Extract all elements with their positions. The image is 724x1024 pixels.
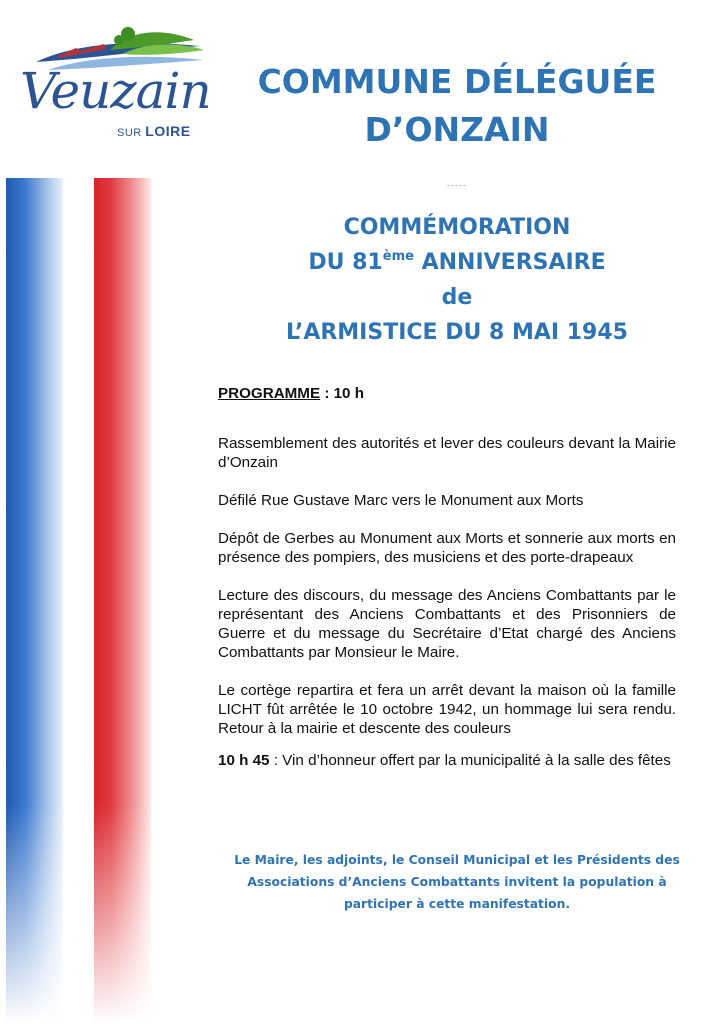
program-item: Défilé Rue Gustave Marc vers le Monument aux Morts [218,492,584,509]
program-item: Lecture des discours, du message des Anciens Combattants par le représentant des Anciens Combattants et des Prisonniers de Guerre et du message du Secrétaire d’Etat chargé des Anciens Combattants par Monsieur le Maire. [218,587,676,661]
program-body [218,384,676,770]
event-line-2-sup: ème [382,249,414,264]
logo-sub-prefix: SUR [117,127,142,139]
title-line-1: COMMUNE DÉLÉGUÉE [257,62,657,101]
event-line-2-suffix: ANNIVERSAIRE [413,250,606,275]
invitation-footer: Le Maire, les adjoints, le Conseil Municipal et les Présidents des Associations d’Anciens Combattants invitent la population à participer à cette manifestation. [234,853,680,911]
page-title [212,58,702,154]
event-line-2 [212,245,702,280]
event-heading [212,210,702,350]
program-item: Le cortège repartira et fera un arrêt devant la maison où la famille LICHT fût arrêtée le 10 octobre 1942, un hommage lui sera rendu. Retour à la mairie et descente des couleurs [218,682,676,737]
closing-text: : Vin d’honneur offert par la municipalité à la salle des fêtes [269,752,671,769]
program-item: Dépôt de Gerbes au Monument aux Morts et sonnerie aux morts en présence des pompiers, des musiciens et des porte-drapeaux [218,530,676,566]
event-line-3: de [441,285,473,310]
blue-flag-stripe [6,178,63,1024]
program-label: PROGRAMME [218,385,321,402]
event-line-2-prefix: DU 81 [308,250,383,275]
event-line-4: L’ARMISTICE DU 8 MAI 1945 [286,320,628,345]
logo-subtitle [117,123,191,139]
title-line-2: D’ONZAIN [364,110,550,149]
program-closing [218,751,676,770]
divider: ----- [447,180,467,190]
logo-name: Veuzain [20,62,211,120]
logo [18,20,211,150]
red-flag-stripe [94,178,151,1024]
logo-sub-main: LOIRE [145,123,191,139]
program-heading [218,384,676,403]
program-time: : 10 h [320,385,364,402]
program-item: Rassemblement des autorités et lever des couleurs devant la Mairie d’Onzain [218,435,676,471]
event-line-1: COMMÉMORATION [343,215,571,240]
closing-time: 10 h 45 [218,752,270,769]
